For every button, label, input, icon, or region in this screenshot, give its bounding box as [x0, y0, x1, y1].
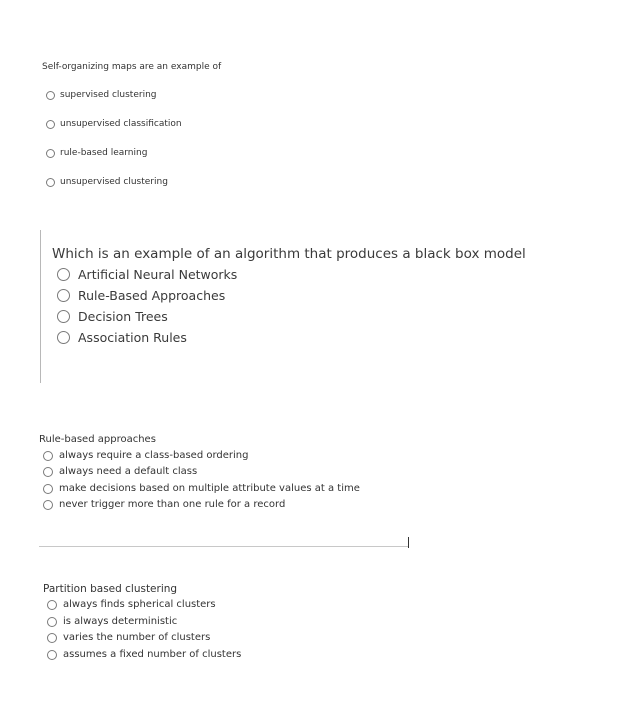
- question-3-prompt: Rule-based approaches: [39, 434, 156, 445]
- radio-button[interactable]: [57, 289, 70, 302]
- option-label: unsupervised clustering: [60, 177, 168, 187]
- question-4-option-2[interactable]: [47, 616, 177, 627]
- question-1-option-4[interactable]: [46, 177, 168, 187]
- radio-button[interactable]: [46, 120, 55, 129]
- question-3-option-4[interactable]: [43, 499, 285, 510]
- option-label: Decision Trees: [78, 309, 168, 324]
- question-3-option-2[interactable]: [43, 466, 197, 477]
- question-2-option-2[interactable]: [57, 288, 225, 303]
- radio-button[interactable]: [47, 617, 57, 627]
- question-2-option-1[interactable]: [57, 267, 237, 282]
- option-label: varies the number of clusters: [63, 632, 211, 643]
- option-label: unsupervised classification: [60, 119, 182, 129]
- radio-button[interactable]: [47, 650, 57, 660]
- radio-button[interactable]: [47, 633, 57, 643]
- question-4-option-3[interactable]: [47, 632, 210, 643]
- question-1-prompt: Self-organizing maps are an example of: [42, 62, 222, 72]
- question-2-prompt: Which is an example of an algorithm that produces a black box model: [52, 246, 526, 262]
- radio-button[interactable]: [57, 268, 70, 281]
- radio-button[interactable]: [46, 178, 55, 187]
- option-label: rule-based learning: [60, 148, 148, 158]
- option-label: assumes a fixed number of clusters: [63, 649, 242, 660]
- option-label: Rule-Based Approaches: [78, 288, 226, 303]
- option-label: never trigger more than one rule for a record: [59, 499, 286, 510]
- question-4-option-1[interactable]: [47, 599, 216, 610]
- divider-line: [39, 546, 408, 547]
- radio-button[interactable]: [43, 500, 53, 510]
- question-1-option-3[interactable]: [46, 148, 147, 158]
- radio-button[interactable]: [46, 149, 55, 158]
- radio-button[interactable]: [47, 600, 57, 610]
- question-2-option-3[interactable]: [57, 309, 168, 324]
- question-4-option-4[interactable]: [47, 649, 241, 660]
- option-label: make decisions based on multiple attribute values at a time: [59, 483, 360, 494]
- option-label: is always deterministic: [63, 616, 178, 627]
- option-label: always need a default class: [59, 466, 198, 477]
- option-label: Artificial Neural Networks: [78, 267, 238, 282]
- option-label: supervised clustering: [60, 90, 157, 100]
- option-label: Association Rules: [78, 330, 187, 345]
- question-4-prompt: Partition based clustering: [43, 583, 178, 595]
- question-2-left-border: [40, 230, 41, 383]
- question-3-option-1[interactable]: [43, 450, 248, 461]
- radio-button[interactable]: [57, 331, 70, 344]
- radio-button[interactable]: [43, 484, 53, 494]
- question-2-option-4[interactable]: [57, 330, 187, 345]
- radio-button[interactable]: [43, 451, 53, 461]
- option-label: always require a class-based ordering: [59, 450, 249, 461]
- text-cursor: [408, 537, 409, 548]
- radio-button[interactable]: [57, 310, 70, 323]
- radio-button[interactable]: [43, 467, 53, 477]
- radio-button[interactable]: [46, 91, 55, 100]
- question-3-option-3[interactable]: [43, 483, 360, 494]
- question-1-option-2[interactable]: [46, 119, 182, 129]
- question-1-option-1[interactable]: [46, 90, 157, 100]
- option-label: always finds spherical clusters: [63, 599, 216, 610]
